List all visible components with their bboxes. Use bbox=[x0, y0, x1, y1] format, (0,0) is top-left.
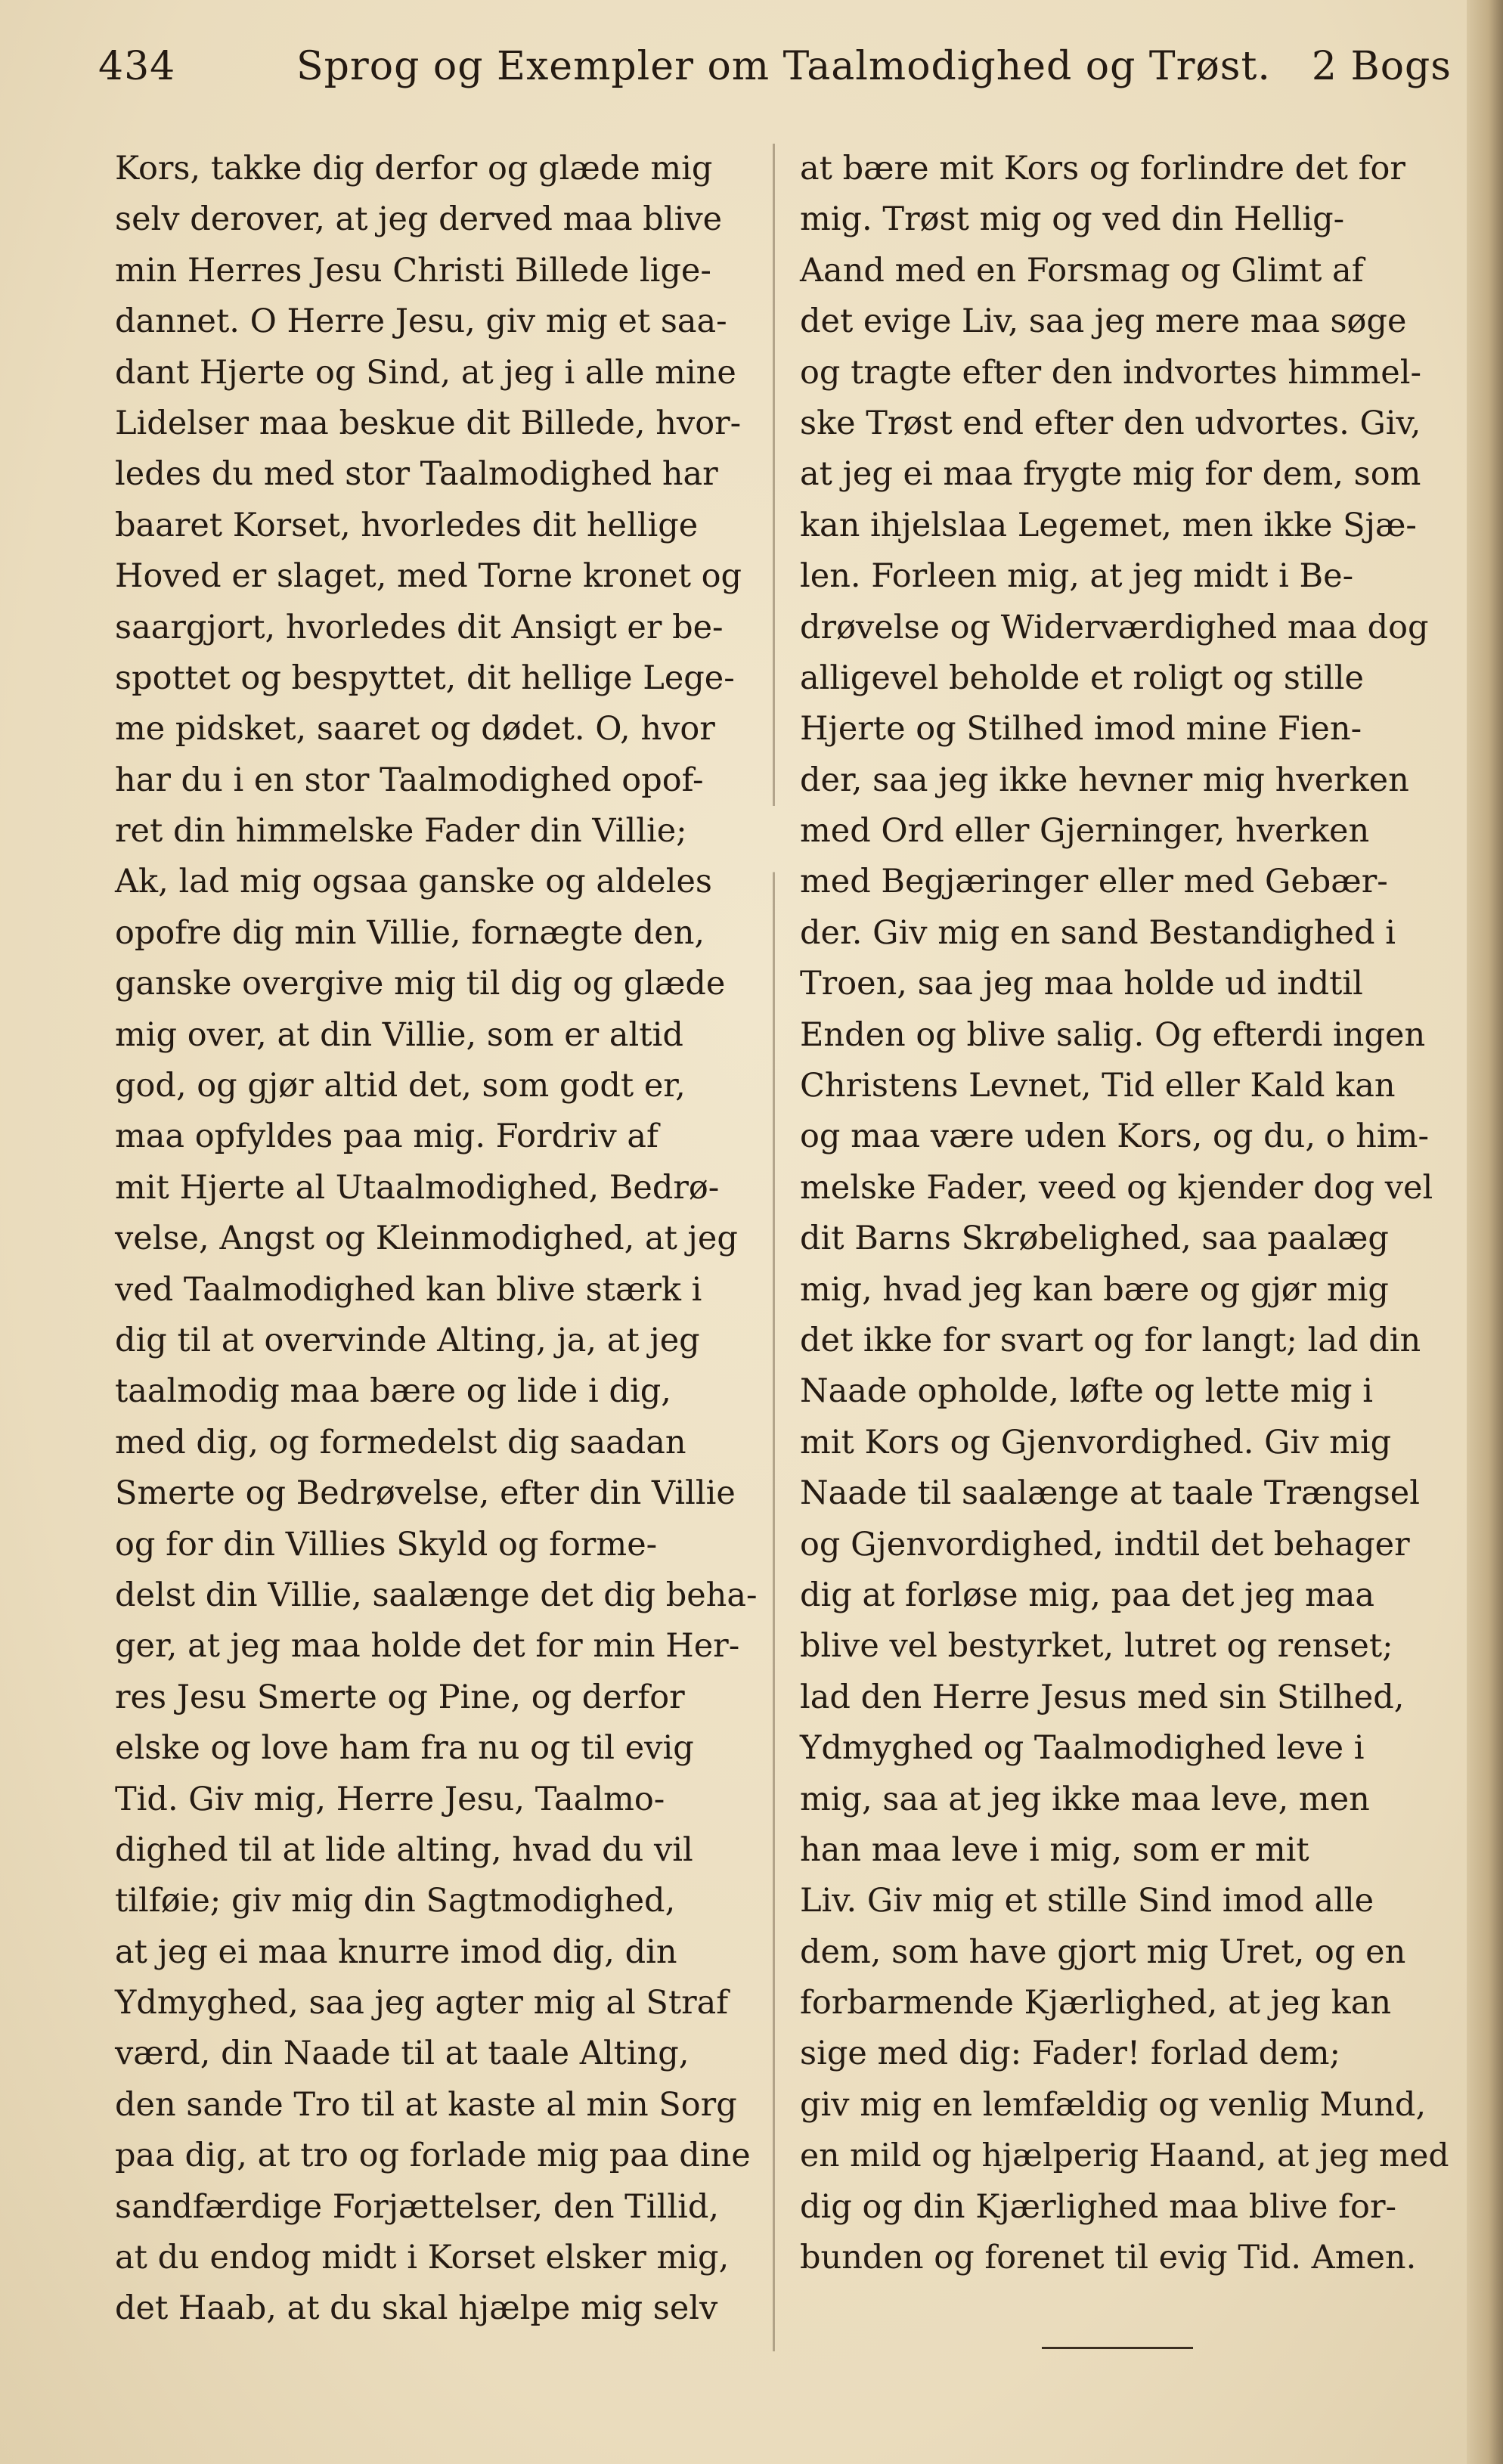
text-line: med Begjæringer eller med Gebær- bbox=[800, 863, 1388, 901]
running-title: Sprog og Exempler om Taalmodighed og Trøst. bbox=[296, 44, 1271, 89]
text-line: dighed til at lide alting, hvad du vil bbox=[115, 1830, 693, 1869]
text-line: paa dig, at tro og forlade mig paa dine bbox=[115, 2137, 751, 2175]
text-line: værd, din Naade til at taale Alting, bbox=[115, 2035, 690, 2073]
text-line: opofre dig min Villie, fornægte den, bbox=[115, 913, 705, 952]
text-line: dem, som have gjort mig Uret, og en bbox=[800, 1932, 1406, 1971]
text-line: Ydmyghed og Taalmodighed leve i bbox=[800, 1729, 1365, 1768]
text-line: alligevel beholde et roligt og stille bbox=[800, 659, 1364, 697]
text-line: mig, hvad jeg kan bære og gjør mig bbox=[800, 1270, 1389, 1309]
text-line: der, saa jeg ikke hevner mig hverken bbox=[800, 761, 1409, 799]
text-line: at jeg ei maa knurre imod dig, din bbox=[115, 1932, 677, 1971]
text-line: min Herres Jesu Christi Billede lige- bbox=[115, 251, 711, 290]
text-line: len. Forleen mig, at jeg midt i Be- bbox=[800, 557, 1354, 596]
text-line: Christens Levnet, Tid eller Kald kan bbox=[800, 1067, 1396, 1105]
text-line: Naade opholde, løfte og lette mig i bbox=[800, 1372, 1373, 1411]
text-line: Kors, takke dig derfor og glæde mig bbox=[115, 150, 713, 188]
text-line: med dig, og formedelst dig saadan bbox=[115, 1423, 686, 1461]
text-line: Troen, saa jeg maa holde ud indtil bbox=[800, 965, 1363, 1003]
text-line: selv derover, at jeg derved maa blive bbox=[115, 200, 723, 239]
text-line: ledes du med stor Taalmodighed har bbox=[115, 455, 718, 494]
column-divider bbox=[773, 144, 775, 2351]
text-line: har du i en stor Taalmodighed opof- bbox=[115, 761, 704, 799]
text-line: en mild og hjælperig Haand, at jeg med bbox=[800, 2137, 1449, 2175]
text-line: og for din Villies Skyld og forme- bbox=[115, 1525, 658, 1564]
text-line: sige med dig: Fader! forlad dem; bbox=[800, 2035, 1341, 2073]
text-line: velse, Angst og Kleinmodighed, at jeg bbox=[115, 1220, 738, 1258]
text-line: dig og din Kjærlighed maa blive for- bbox=[800, 2187, 1397, 2226]
text-line: Hjerte og Stilhed imod mine Fien- bbox=[800, 710, 1362, 748]
text-line: Enden og blive salig. Og efterdi ingen bbox=[800, 1015, 1426, 1054]
closing-rule bbox=[1042, 2347, 1193, 2349]
text-line: ganske overgive mig til dig og glæde bbox=[115, 965, 726, 1003]
text-line: taalmodig maa bære og lide i dig, bbox=[115, 1372, 671, 1411]
text-line: mig, saa at jeg ikke maa leve, men bbox=[800, 1780, 1370, 1818]
text-line: mit Hjerte al Utaalmodighed, Bedrø- bbox=[115, 1168, 720, 1207]
text-line: ved Taalmodighed kan blive stærk i bbox=[115, 1270, 702, 1309]
text-line: at jeg ei maa frygte mig for dem, som bbox=[800, 455, 1421, 494]
text-line: den sande Tro til at kaste al min Sorg bbox=[115, 2085, 737, 2124]
text-line: res Jesu Smerte og Pine, og derfor bbox=[115, 1678, 685, 1716]
text-line: melske Fader, veed og kjender dog vel bbox=[800, 1168, 1433, 1207]
text-line: dig til at overvinde Alting, ja, at jeg bbox=[115, 1321, 700, 1359]
text-line: Tid. Giv mig, Herre Jesu, Taalmo- bbox=[115, 1780, 665, 1818]
right-column bbox=[800, 144, 1452, 2283]
text-line: ret din himmelske Fader din Villie; bbox=[115, 812, 687, 851]
text-line: god, og gjør altid det, som godt er, bbox=[115, 1067, 686, 1105]
text-line: ger, at jeg maa holde det for min Her- bbox=[115, 1627, 740, 1666]
text-line: blive vel bestyrket, lutret og renset; bbox=[800, 1627, 1393, 1666]
text-line: baaret Korset, hvorledes dit hellige bbox=[115, 506, 699, 544]
text-line: sandfærdige Forjættelser, den Tillid, bbox=[115, 2187, 720, 2226]
text-line: forbarmende Kjærlighed, at jeg kan bbox=[800, 1984, 1392, 2022]
text-line: Aand med en Forsmag og Glimt af bbox=[800, 251, 1364, 290]
text-line: elske og love ham fra nu og til evig bbox=[115, 1729, 694, 1768]
text-line: det Haab, at du skal hjælpe mig selv bbox=[115, 2289, 718, 2328]
text-line: mig. Trøst mig og ved din Hellig- bbox=[800, 200, 1345, 239]
left-column bbox=[115, 144, 767, 2335]
book-label: 2 Bogs bbox=[1311, 44, 1452, 89]
text-line: mit Kors og Gjenvordighed. Giv mig bbox=[800, 1423, 1392, 1461]
text-line: dig at forløse mig, paa det jeg maa bbox=[800, 1576, 1375, 1614]
text-line: Naade til saalænge at taale Trængsel bbox=[800, 1474, 1420, 1513]
text-line: det ikke for svart og for langt; lad din bbox=[800, 1321, 1421, 1359]
text-line: bunden og forenet til evig Tid. Amen. bbox=[800, 2239, 1417, 2277]
text-line: med Ord eller Gjerninger, hverken bbox=[800, 812, 1370, 851]
page-number: 434 bbox=[98, 44, 176, 89]
text-line: at du endog midt i Korset elsker mig, bbox=[115, 2239, 730, 2277]
page-header bbox=[98, 36, 1452, 97]
text-line: saargjort, hvorledes dit Ansigt er be- bbox=[115, 608, 724, 646]
text-line: og Gjenvordighed, indtil det behager bbox=[800, 1525, 1410, 1564]
text-line: Liv. Giv mig et stille Sind imod alle bbox=[800, 1882, 1374, 1920]
text-line: drøvelse og Widerværdighed maa dog bbox=[800, 608, 1429, 646]
text-line: Ydmyghed, saa jeg agter mig al Straf bbox=[115, 1984, 729, 2022]
text-line: at bære mit Kors og forlindre det for bbox=[800, 150, 1405, 188]
text-line: Ak, lad mig ogsaa ganske og aldeles bbox=[115, 863, 712, 901]
text-line: lad den Herre Jesus med sin Stilhed, bbox=[800, 1678, 1405, 1716]
text-line: der. Giv mig en sand Bestandighed i bbox=[800, 913, 1396, 952]
text-line: og maa være uden Kors, og du, o him- bbox=[800, 1117, 1429, 1156]
text-line: spottet og bespyttet, dit hellige Lege- bbox=[115, 659, 735, 697]
text-line: ske Trøst end efter den udvortes. Giv, bbox=[800, 404, 1421, 442]
text-line: han maa leve i mig, som er mit bbox=[800, 1830, 1309, 1869]
text-line: me pidsket, saaret og dødet. O, hvor bbox=[115, 710, 715, 748]
text-line: dannet. O Herre Jesu, giv mig et saa- bbox=[115, 302, 727, 341]
text-line: Lidelser maa beskue dit Billede, hvor- bbox=[115, 404, 742, 442]
text-line: Smerte og Bedrøvelse, efter din Villie bbox=[115, 1474, 736, 1513]
text-line: dant Hjerte og Sind, at jeg i alle mine bbox=[115, 353, 736, 392]
text-line: mig over, at din Villie, som er altid bbox=[115, 1015, 683, 1054]
page-edge bbox=[1467, 0, 1503, 2464]
text-line: tilføie; giv mig din Sagtmodighed, bbox=[115, 1882, 676, 1920]
text-line: maa opfyldes paa mig. Fordriv af bbox=[115, 1117, 659, 1156]
text-line: det evige Liv, saa jeg mere maa søge bbox=[800, 302, 1407, 341]
text-line: kan ihjelslaa Legemet, men ikke Sjæ- bbox=[800, 506, 1417, 544]
text-line: delst din Villie, saalænge det dig beha- bbox=[115, 1576, 758, 1614]
text-line: dit Barns Skrøbelighed, saa paalæg bbox=[800, 1220, 1389, 1258]
text-line: Hoved er slaget, med Torne kronet og bbox=[115, 557, 742, 596]
text-line: giv mig en lemfældig og venlig Mund, bbox=[800, 2085, 1427, 2124]
text-line: og tragte efter den indvortes himmel- bbox=[800, 353, 1422, 392]
